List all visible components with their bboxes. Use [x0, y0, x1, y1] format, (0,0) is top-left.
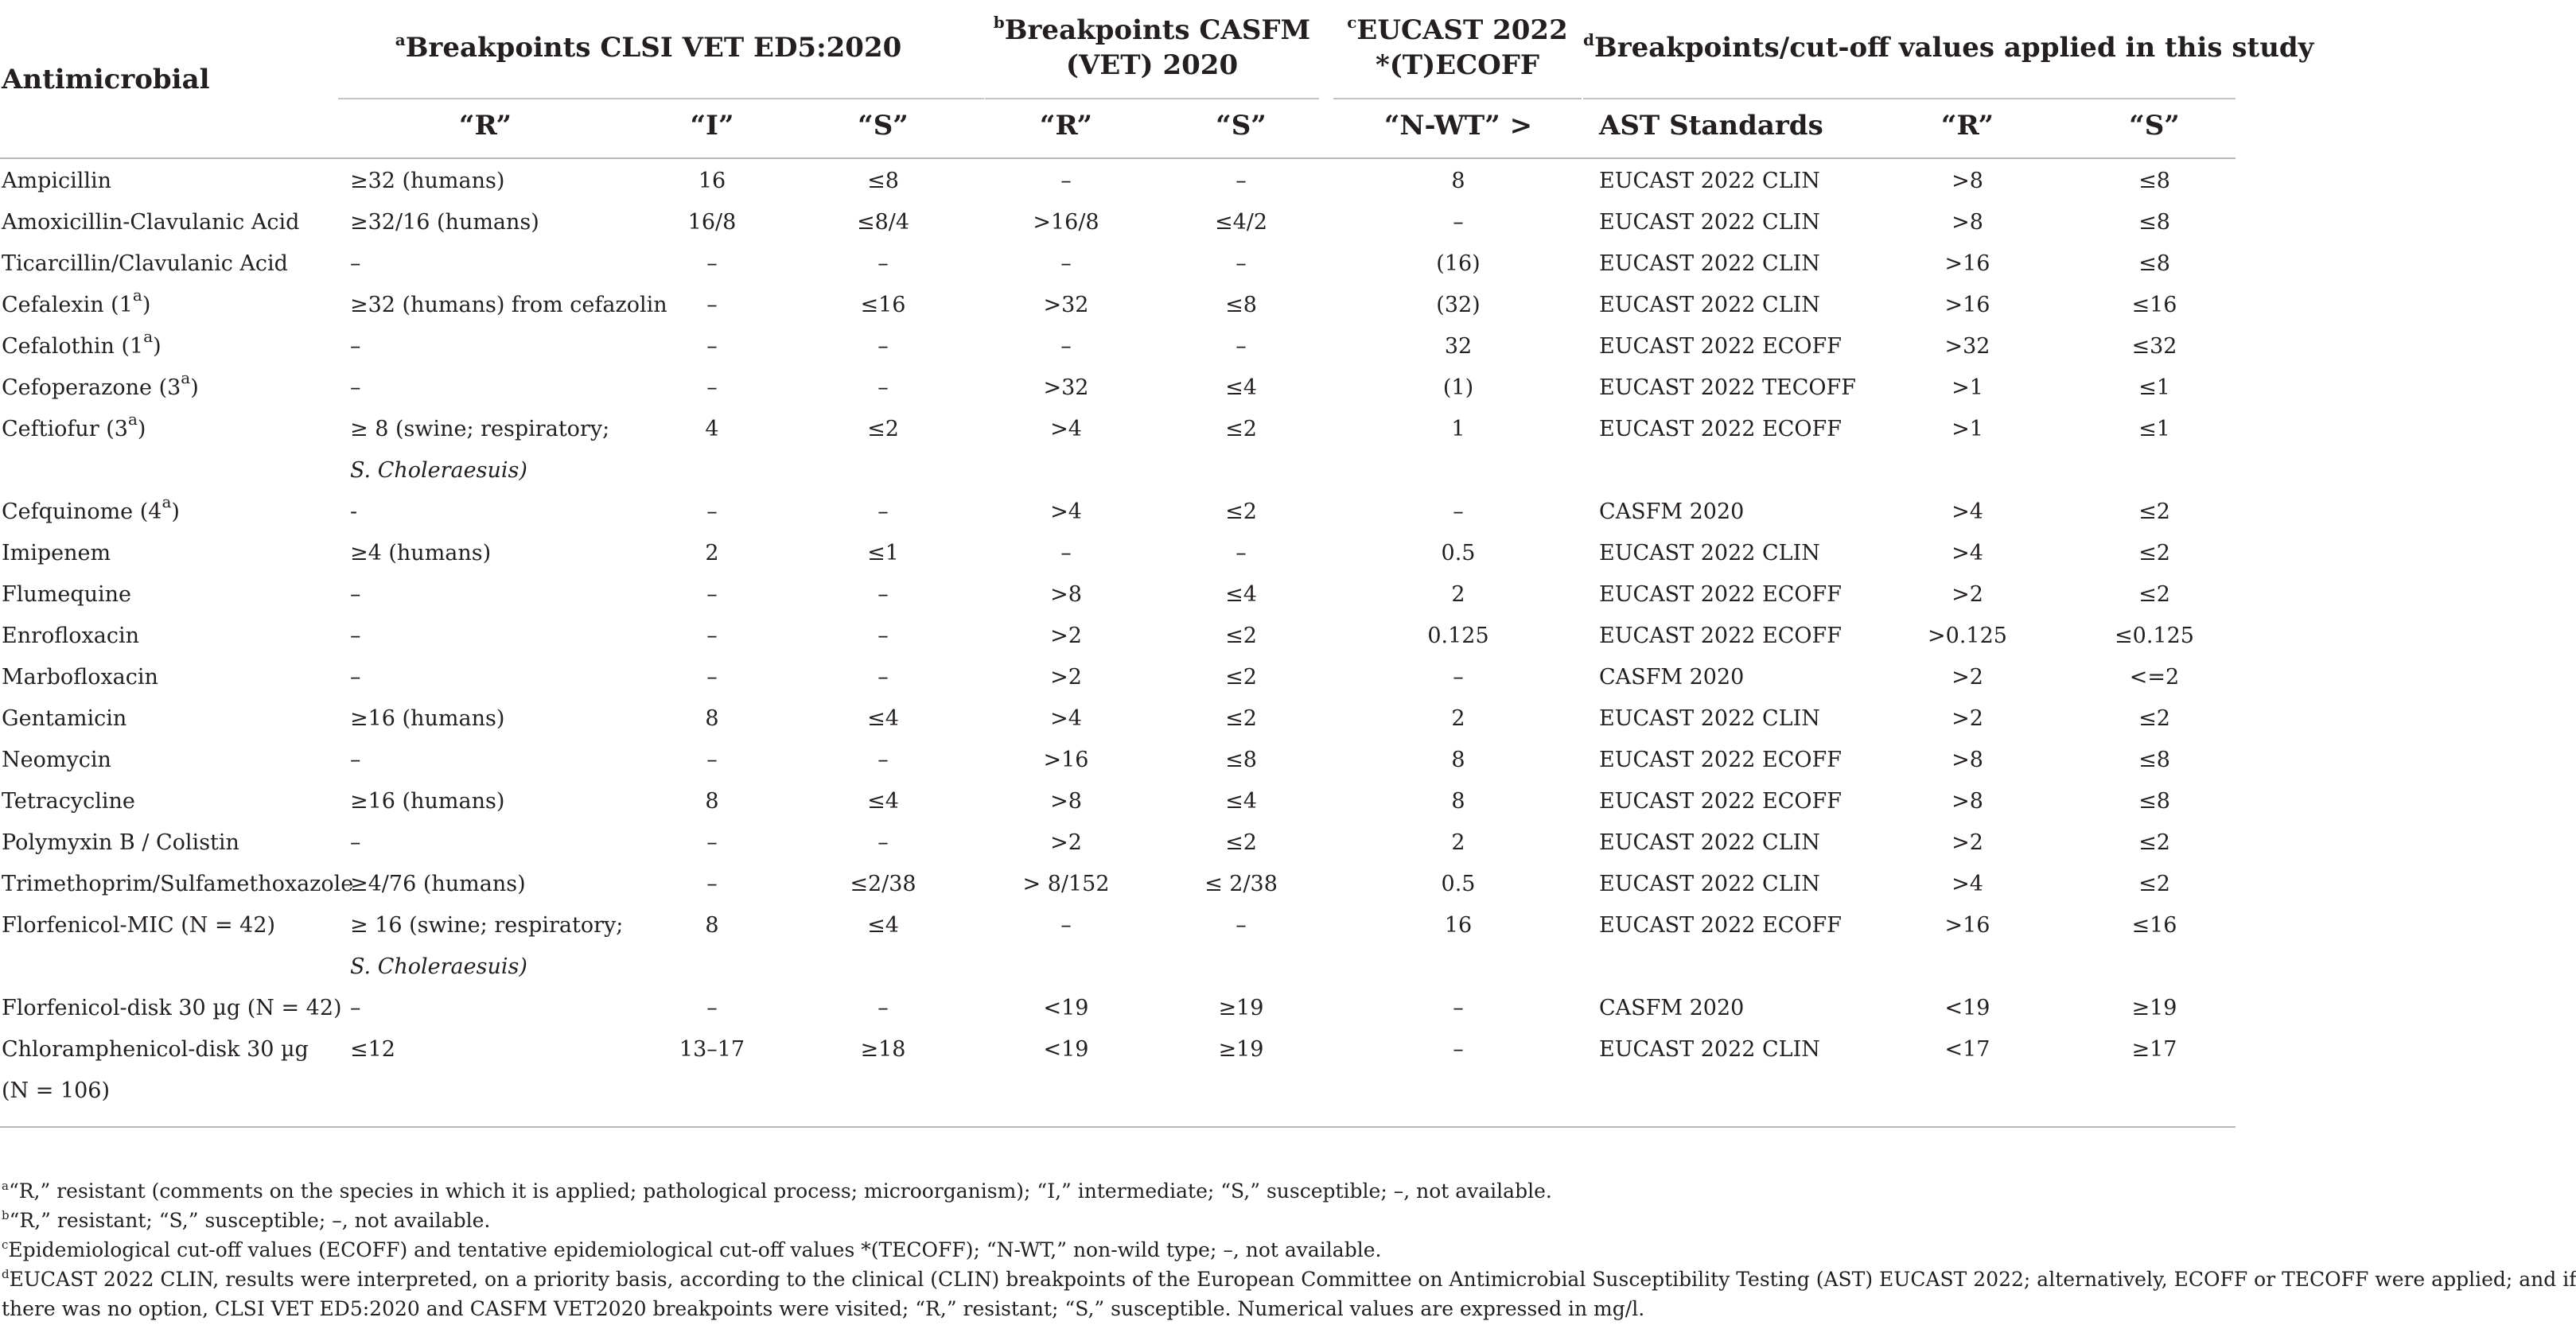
cell-app-s: ≤16 [2131, 293, 2177, 317]
cell-ast: CASFM 2020 [1599, 499, 1745, 524]
cell-nwt: 8 [1451, 169, 1465, 193]
cell-clsi-s: – [877, 582, 889, 607]
cell-nwt: 0.125 [1427, 624, 1489, 648]
cell-app-s: ≥19 [2131, 996, 2177, 1020]
cell-app-s: ≤8 [2138, 169, 2170, 193]
cell-clsi-s: – [877, 499, 889, 524]
cell-nwt: 2 [1451, 830, 1465, 855]
cell-app-r: >32 [1944, 334, 1990, 359]
cell-clsi-r: ≥4 (humans) [350, 541, 492, 565]
cell-casfm-s: ≤ 2/38 [1204, 872, 1278, 896]
cell-app-r: >4 [1951, 872, 1983, 896]
cell-app-s: ≤32 [2131, 334, 2177, 359]
cell-app-s: ≤2 [2138, 582, 2170, 607]
cell-nwt: – [1453, 996, 1464, 1020]
antimicrobial-name: Ticarcillin/Clavulanic Acid [2, 251, 288, 276]
cell-clsi-i: 16 [698, 169, 726, 193]
antimicrobial-name: Imipenem [2, 541, 111, 565]
antimicrobial-name: Marbofloxacin [2, 665, 158, 690]
cell-nwt: – [1453, 1037, 1464, 1062]
cell-casfm-r: – [1060, 913, 1072, 938]
cell-casfm-r: – [1060, 251, 1072, 276]
cell-app-s: ≤16 [2131, 913, 2177, 938]
cell-casfm-s: ≤4 [1225, 789, 1257, 814]
cell-nwt: 1 [1451, 417, 1465, 441]
cell-app-s: ≤1 [2138, 417, 2170, 441]
cell-clsi-s: ≤8/4 [856, 210, 910, 235]
header-applied-s: “S” [2129, 110, 2180, 142]
cell-casfm-s: – [1235, 169, 1247, 193]
cell-ast: EUCAST 2022 CLIN [1599, 872, 1820, 896]
cell-casfm-s: ≤4 [1225, 375, 1257, 400]
cell-app-s: ≤1 [2138, 375, 2170, 400]
cell-casfm-r: >2 [1050, 624, 1082, 648]
antimicrobial-name: Chloramphenicol-disk 30 µg [2, 1037, 309, 1062]
cell-clsi-i: – [706, 996, 718, 1020]
cell-app-r: >16 [1944, 913, 1990, 938]
cell-clsi-i: 2 [705, 541, 719, 565]
cell-casfm-r: >16 [1043, 748, 1089, 772]
header-applied-r: “R” [1940, 110, 1994, 142]
header-clsi-i: “I” [690, 110, 734, 142]
antimicrobial-name: Enrofloxacin [2, 624, 139, 648]
header-ast-standards: AST Standards [1599, 110, 1823, 142]
footnote-d-continued: there was no option, CLSI VET ED5:2020 and CASFM VET2020 breakpoints were visited; “R,” resistant; “S,” susceptible. Numerical values are expressed in mg/l. [2, 1297, 1645, 1320]
cell-clsi-r: – [350, 830, 361, 855]
cell-clsi-s: ≤4 [867, 706, 899, 731]
cell-casfm-s: ≤2 [1225, 665, 1257, 690]
antimicrobial-name: Trimethoprim/Sulfamethoxazole [2, 872, 354, 896]
header-casfm-s: “S” [1216, 110, 1267, 142]
antimicrobial-name: Tetracycline [2, 789, 135, 814]
group-rule-applied [1583, 98, 2236, 99]
cell-casfm-s: ≤2 [1225, 830, 1257, 855]
cell-app-s: ≤2 [2138, 830, 2170, 855]
cell-casfm-s: ≥19 [1218, 996, 1264, 1020]
cell-nwt: 16 [1444, 913, 1473, 938]
cell-app-r: >2 [1951, 706, 1983, 731]
cell-clsi-i: – [706, 251, 718, 276]
cell-app-s: ≤2 [2138, 499, 2170, 524]
cell-clsi-r: ≤12 [350, 1037, 395, 1062]
cell-nwt: (32) [1436, 293, 1481, 317]
cell-clsi-s: – [877, 251, 889, 276]
cell-clsi-r: - [350, 499, 358, 524]
cell-clsi-s: ≤1 [867, 541, 899, 565]
footnote-a: $^a$“R,” resistant (comments on the species in which it is applied; pathological process; microorganism); “I,” intermediate; “S,” susceptible; –, not available. [2, 1179, 1552, 1203]
cell-casfm-r: – [1060, 169, 1072, 193]
cell-casfm-r: >32 [1043, 293, 1089, 317]
cell-nwt: 2 [1451, 582, 1465, 607]
cell-casfm-s: ≤4/2 [1214, 210, 1268, 235]
cell-app-r: >8 [1951, 169, 1983, 193]
cell-clsi-s: ≤16 [860, 293, 906, 317]
footnote-c: $^c$Epidemiological cut-off values (ECOFF) and tentative epidemiological cut-off values *(TECOFF); “N-WT,” non-wild type; –, not available. [2, 1238, 1382, 1261]
cell-nwt: 0.5 [1441, 872, 1476, 896]
cell-nwt: – [1453, 210, 1464, 235]
cell-ast: EUCAST 2022 CLIN [1599, 1037, 1820, 1062]
cell-ast: EUCAST 2022 TECOFF [1599, 375, 1856, 400]
cell-clsi-r: ≥4/76 (humans) [350, 872, 526, 896]
footnote-d: $^d$EUCAST 2022 CLIN, results were interpreted, on a priority basis, according to the clinical (CLIN) breakpoints of the European Committee on Antimicrobial Susceptibility Testing (AST) EUCAST 2022; alternatively, ECOFF or TECOFF were applied; and if [2, 1267, 2576, 1291]
cell-clsi-i: 8 [705, 789, 719, 814]
group-rule-eucast [1333, 98, 1582, 99]
cell-clsi-s: ≤2/38 [850, 872, 916, 896]
cell-app-r: >1 [1951, 375, 1983, 400]
antimicrobial-name: Ceftiofur (3$^a$) [2, 410, 146, 441]
cell-app-r: >8 [1951, 748, 1983, 772]
cell-clsi-r: – [350, 582, 361, 607]
cell-ast: EUCAST 2022 ECOFF [1599, 748, 1842, 772]
cell-app-s: ≤2 [2138, 541, 2170, 565]
group-rule-clsi [338, 98, 984, 99]
cell-clsi-i: 13–17 [679, 1037, 745, 1062]
cell-clsi-r: ≥32/16 (humans) [350, 210, 539, 235]
antimicrobial-name: Florfenicol-disk 30 µg (N = 42) [2, 996, 342, 1020]
cell-casfm-r: >4 [1050, 499, 1082, 524]
cell-ast: EUCAST 2022 CLIN [1599, 251, 1820, 276]
cell-clsi-r: ≥16 (humans) [350, 789, 505, 814]
cell-ast: EUCAST 2022 ECOFF [1599, 913, 1842, 938]
cell-nwt: 8 [1451, 789, 1465, 814]
cell-app-s: ≤2 [2138, 706, 2170, 731]
header-bottom-rule [0, 157, 2236, 159]
cell-clsi-s: – [877, 375, 889, 400]
antimicrobial-name: Cefoperazone (3$^a$) [2, 368, 199, 400]
cell-nwt: (16) [1436, 251, 1481, 276]
cell-app-r: >2 [1951, 582, 1983, 607]
cell-clsi-i: – [706, 624, 718, 648]
cell-app-r: >1 [1951, 417, 1983, 441]
cell-clsi-s: ≥18 [860, 1037, 906, 1062]
cell-app-r: <19 [1944, 996, 1990, 1020]
group-rule-casfm [985, 98, 1319, 99]
cell-clsi-i: – [706, 665, 718, 690]
cell-nwt: 0.5 [1441, 541, 1476, 565]
cell-clsi-i: – [706, 748, 718, 772]
cell-casfm-s: ≤2 [1225, 499, 1257, 524]
cell-app-r: >16 [1944, 293, 1990, 317]
cell-clsi-s: – [877, 830, 889, 855]
cell-clsi-r: ≥32 (humans) [350, 169, 505, 193]
cell-casfm-s: – [1235, 334, 1247, 359]
cell-clsi-s: – [877, 334, 889, 359]
cell-clsi-i: 16/8 [687, 210, 737, 235]
cell-casfm-r: >4 [1050, 417, 1082, 441]
footnote-marker: d [1583, 30, 1594, 49]
cell-casfm-r: >16/8 [1033, 210, 1099, 235]
cell-clsi-i: – [706, 334, 718, 359]
cell-casfm-s: ≤2 [1225, 624, 1257, 648]
antimicrobial-name: Cefquinome (4$^a$) [2, 492, 180, 524]
antimicrobial-name: Neomycin [2, 748, 111, 772]
cell-clsi-s: – [877, 624, 889, 648]
cell-casfm-r: >32 [1043, 375, 1089, 400]
cell-clsi-i: 8 [705, 913, 719, 938]
cell-clsi-r-continued: S. Choleraesuis) [350, 458, 527, 483]
cell-clsi-s: ≤4 [867, 913, 899, 938]
cell-clsi-r: – [350, 375, 361, 400]
cell-app-r: >8 [1951, 789, 1983, 814]
cell-clsi-s: – [877, 996, 889, 1020]
cell-ast: CASFM 2020 [1599, 996, 1745, 1020]
cell-app-r: >8 [1951, 210, 1983, 235]
cell-clsi-i: – [706, 872, 718, 896]
footnote-marker: b [993, 13, 1005, 32]
cell-app-s: ≤0.125 [2115, 624, 2194, 648]
cell-app-s: ≤8 [2138, 251, 2170, 276]
antimicrobial-name: Amoxicillin-Clavulanic Acid [2, 210, 300, 235]
cell-app-r: >16 [1944, 251, 1990, 276]
cell-casfm-s: – [1235, 541, 1247, 565]
antimicrobial-name: Gentamicin [2, 706, 127, 731]
header-casfm-r: “R” [1039, 110, 1093, 142]
cell-clsi-i: 8 [705, 706, 719, 731]
antimicrobial-name-continued: (N = 106) [2, 1078, 111, 1103]
cell-clsi-i: – [706, 375, 718, 400]
cell-clsi-r: – [350, 334, 361, 359]
header-eucast-nwt: “N-WT” > [1383, 110, 1533, 142]
cell-clsi-i: – [706, 582, 718, 607]
cell-nwt: (1) [1442, 375, 1474, 400]
header-casfm: $^b$Breakpoints CASFM (VET) 2020 [993, 13, 1311, 81]
header-clsi-r: “R” [458, 110, 512, 142]
cell-ast: EUCAST 2022 ECOFF [1599, 417, 1842, 441]
cell-clsi-s: ≤4 [867, 789, 899, 814]
cell-app-r: >0.125 [1928, 624, 2007, 648]
cell-casfm-r: >2 [1050, 665, 1082, 690]
cell-nwt: – [1453, 665, 1464, 690]
cell-app-s: ≤8 [2138, 210, 2170, 235]
cell-clsi-s: ≤2 [867, 417, 899, 441]
cell-app-r: >2 [1951, 665, 1983, 690]
cell-ast: EUCAST 2022 CLIN [1599, 706, 1820, 731]
cell-casfm-r: – [1060, 334, 1072, 359]
cell-casfm-r: – [1060, 541, 1072, 565]
cell-clsi-r: ≥ 8 (swine; respiratory; [350, 417, 610, 441]
cell-clsi-r: ≥16 (humans) [350, 706, 505, 731]
cell-casfm-r: >2 [1050, 830, 1082, 855]
antimicrobial-name: Flumequine [2, 582, 132, 607]
cell-casfm-r: <19 [1043, 1037, 1089, 1062]
cell-casfm-r: >8 [1050, 789, 1082, 814]
cell-casfm-s: ≤4 [1225, 582, 1257, 607]
cell-clsi-r: – [350, 624, 361, 648]
cell-clsi-r: ≥32 (humans) from cefazolin [350, 293, 667, 317]
header-clsi-s: “S” [858, 110, 909, 142]
cell-clsi-r: – [350, 996, 361, 1020]
cell-clsi-i: – [706, 293, 718, 317]
antimicrobial-name: Ampicillin [2, 169, 112, 193]
cell-nwt: – [1453, 499, 1464, 524]
cell-clsi-i: – [706, 499, 718, 524]
cell-clsi-s: ≤8 [867, 169, 899, 193]
header-eucast: $^c$EUCAST 2022 *(T)ECOFF [1347, 13, 1568, 81]
cell-ast: EUCAST 2022 ECOFF [1599, 582, 1842, 607]
cell-ast: EUCAST 2022 CLIN [1599, 541, 1820, 565]
cell-ast: EUCAST 2022 ECOFF [1599, 334, 1842, 359]
cell-app-r: >2 [1951, 830, 1983, 855]
cell-casfm-s: ≥19 [1218, 1037, 1264, 1062]
cell-casfm-s: ≤8 [1225, 748, 1257, 772]
cell-casfm-r: >8 [1050, 582, 1082, 607]
cell-ast: EUCAST 2022 CLIN [1599, 830, 1820, 855]
cell-clsi-r: – [350, 251, 361, 276]
cell-clsi-r: – [350, 665, 361, 690]
cell-clsi-s: – [877, 665, 889, 690]
cell-app-r: >4 [1951, 541, 1983, 565]
cell-clsi-i: – [706, 830, 718, 855]
cell-ast: EUCAST 2022 ECOFF [1599, 624, 1842, 648]
footnote-marker: a [395, 30, 406, 49]
cell-app-s: ≥17 [2131, 1037, 2177, 1062]
cell-casfm-r: <19 [1043, 996, 1089, 1020]
header-applied: $^d$Breakpoints/cut-off values applied in this study [1583, 30, 2314, 64]
cell-app-s: <=2 [2129, 665, 2180, 690]
cell-casfm-r: > 8/152 [1022, 872, 1110, 896]
cell-casfm-s: ≤8 [1225, 293, 1257, 317]
cell-app-s: ≤2 [2138, 872, 2170, 896]
antimicrobial-name: Polymyxin B / Colistin [2, 830, 239, 855]
antimicrobial-name: Cefalothin (1$^a$) [2, 327, 161, 359]
header-antimicrobial: Antimicrobial [2, 64, 210, 95]
footnote-b: $^b$“R,” resistant; “S,” susceptible; –, not available. [2, 1208, 491, 1232]
antimicrobial-name: Florfenicol-MIC (N = 42) [2, 913, 276, 938]
cell-ast: EUCAST 2022 CLIN [1599, 293, 1820, 317]
cell-casfm-s: – [1235, 913, 1247, 938]
cell-casfm-s: – [1235, 251, 1247, 276]
cell-app-r: <17 [1944, 1037, 1990, 1062]
cell-clsi-r: ≥ 16 (swine; respiratory; [350, 913, 624, 938]
cell-nwt: 8 [1451, 748, 1465, 772]
cell-nwt: 2 [1451, 706, 1465, 731]
cell-ast: EUCAST 2022 ECOFF [1599, 789, 1842, 814]
cell-app-r: >4 [1951, 499, 1983, 524]
cell-ast: CASFM 2020 [1599, 665, 1745, 690]
cell-casfm-s: ≤2 [1225, 417, 1257, 441]
antimicrobial-name: Cefalexin (1$^a$) [2, 286, 151, 317]
cell-app-s: ≤8 [2138, 789, 2170, 814]
cell-clsi-r-continued: S. Choleraesuis) [350, 954, 527, 979]
cell-casfm-s: ≤2 [1225, 706, 1257, 731]
header-clsi: $^a$Breakpoints CLSI VET ED5:2020 [395, 30, 902, 64]
cell-clsi-r: – [350, 748, 361, 772]
cell-app-s: ≤8 [2138, 748, 2170, 772]
table-bottom-rule [0, 1126, 2236, 1128]
cell-clsi-i: 4 [705, 417, 719, 441]
cell-nwt: 32 [1444, 334, 1473, 359]
cell-clsi-s: – [877, 748, 889, 772]
cell-casfm-r: >4 [1050, 706, 1082, 731]
cell-ast: EUCAST 2022 CLIN [1599, 210, 1820, 235]
cell-ast: EUCAST 2022 CLIN [1599, 169, 1820, 193]
footnote-marker: c [1347, 13, 1357, 32]
